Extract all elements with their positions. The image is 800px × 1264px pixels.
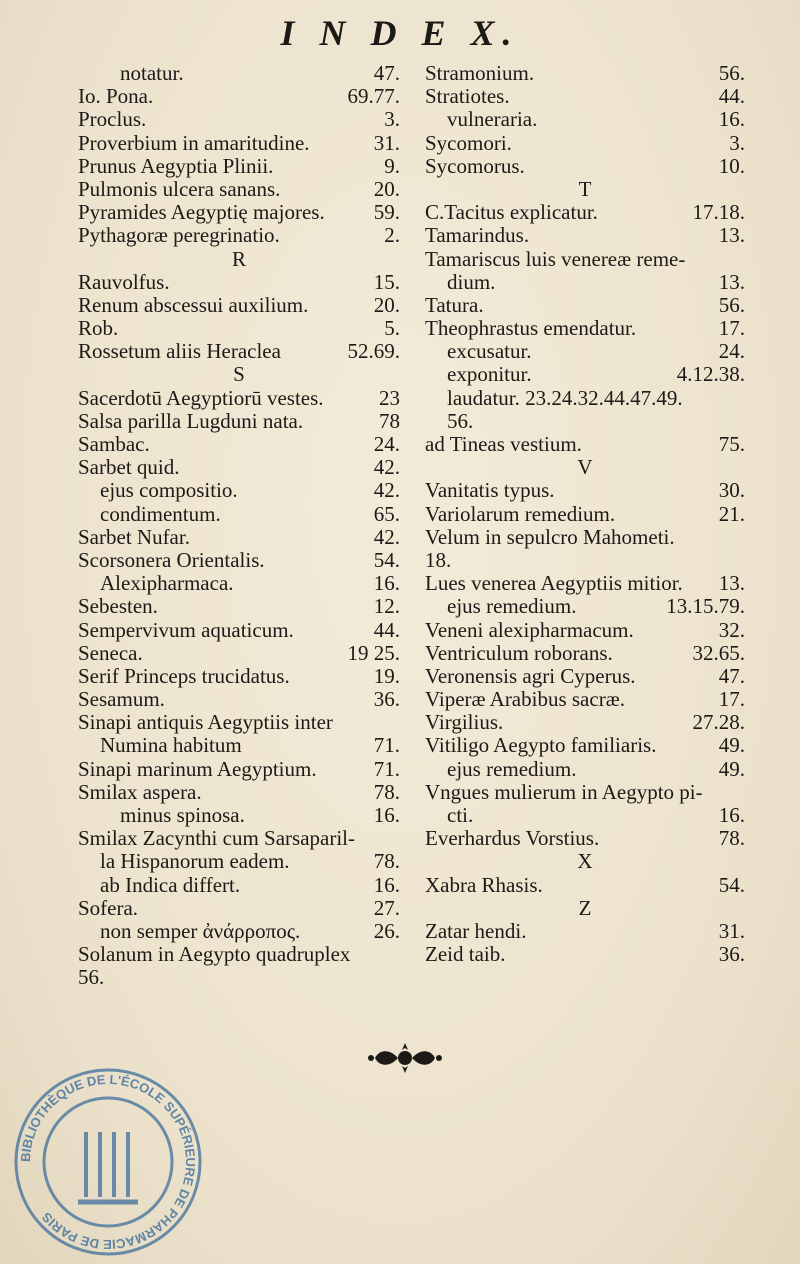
entry-term: Viperæ Arabibus sacræ. bbox=[425, 687, 625, 712]
section-letter: R bbox=[231, 246, 246, 271]
index-entry bbox=[78, 642, 400, 665]
entry-term: non semper ἀνάρροπος. bbox=[100, 918, 301, 943]
entry-page-ref: 3. bbox=[384, 107, 400, 132]
entry-term: ejus compositio. bbox=[100, 478, 238, 503]
entry-page-ref: 44. bbox=[373, 617, 400, 642]
index-entry bbox=[78, 711, 400, 734]
index-entry bbox=[425, 920, 745, 943]
entry-term: laudatur. 23.24.32.44.47.49. bbox=[447, 385, 683, 410]
entry-page-ref: 21. bbox=[718, 501, 745, 526]
entry-term: Scorsonera Orientalis. bbox=[78, 547, 265, 572]
entry-term: Ventriculum roborans. bbox=[425, 640, 613, 665]
entry-page-ref: 42. bbox=[373, 455, 400, 480]
entry-term: ejus remedium. bbox=[447, 594, 577, 619]
entry-term: Smilax aspera. bbox=[78, 779, 202, 804]
entry-term: Sycomori. bbox=[425, 130, 512, 155]
entry-term: Io. Pona. bbox=[78, 84, 154, 109]
index-entry bbox=[425, 827, 745, 850]
index-entry bbox=[425, 688, 745, 711]
entry-page-ref: 52.69. bbox=[347, 339, 400, 364]
entry-page-ref: 27. bbox=[373, 895, 400, 920]
index-entry bbox=[78, 201, 400, 224]
index-entry bbox=[78, 804, 400, 827]
entry-term: ab Indica differt. bbox=[100, 872, 241, 897]
index-entry bbox=[78, 410, 400, 433]
entry-page-ref: 26. bbox=[373, 918, 400, 943]
entry-term: Sinapi marinum Aegyptium. bbox=[78, 756, 317, 781]
section-letter: T bbox=[578, 176, 592, 201]
entry-term: Proverbium in amaritudine. bbox=[78, 130, 310, 155]
entry-term: Variolarum remedium. bbox=[425, 501, 616, 526]
index-entry bbox=[78, 433, 400, 456]
entry-term: Sarbet Nufar. bbox=[78, 524, 190, 549]
stamp-ring-text: BIBLIOTHÈQUE DE L'ÉCOLE SUPÉRIEURE DE PHARMACIE DE PARIS bbox=[17, 1071, 199, 1253]
entry-term: Vngues mulierum in Aegypto pi- bbox=[425, 779, 703, 804]
index-entry bbox=[78, 294, 400, 317]
entry-term: Theophrastus emendatur. bbox=[425, 316, 637, 341]
entry-term: Smilax Zacynthi cum Sarsaparil- bbox=[78, 826, 356, 851]
entry-page-ref: 13. bbox=[718, 571, 745, 596]
index-entry bbox=[78, 108, 400, 131]
entry-term: Sambac. bbox=[78, 432, 150, 456]
index-entry bbox=[425, 526, 745, 549]
entry-page-ref: 17. bbox=[718, 687, 745, 712]
index-entry bbox=[78, 781, 400, 804]
entry-term: C.Tacitus explicatur. bbox=[425, 200, 598, 225]
index-entry bbox=[78, 387, 400, 410]
index-entry bbox=[78, 178, 400, 201]
entry-term: dium. bbox=[447, 269, 496, 294]
index-entry bbox=[425, 781, 745, 804]
index-entry bbox=[425, 224, 745, 247]
index-entry bbox=[78, 224, 400, 247]
entry-page-ref: 78. bbox=[373, 849, 400, 874]
section-letter: V bbox=[577, 455, 593, 480]
index-entry bbox=[425, 874, 745, 897]
entry-page-ref: 30. bbox=[718, 478, 745, 503]
index-column-left bbox=[78, 62, 400, 990]
index-entry bbox=[425, 711, 745, 734]
section-letter: S bbox=[233, 362, 245, 387]
entry-page-ref: 47. bbox=[718, 663, 745, 688]
entry-term: Virgilius. bbox=[425, 710, 504, 735]
entry-term: Renum abscessui auxilium. bbox=[78, 292, 309, 317]
index-entry bbox=[425, 363, 745, 386]
entry-page-ref: 47. bbox=[373, 61, 400, 85]
entry-page-ref: 13. bbox=[718, 223, 745, 248]
entry-term: Tatura. bbox=[425, 292, 484, 317]
index-entry bbox=[78, 85, 400, 108]
index-entry bbox=[78, 874, 400, 897]
entry-term: Numina habitum bbox=[100, 733, 242, 758]
index-entry bbox=[425, 642, 745, 665]
entry-page-ref: 49. bbox=[718, 756, 745, 781]
entry-page-ref: 17. bbox=[718, 316, 745, 341]
entry-term: Pythagoræ peregrinatio. bbox=[78, 223, 280, 248]
index-entry bbox=[425, 619, 745, 642]
entry-term: Sesamum. bbox=[78, 687, 165, 712]
entry-page-ref: 27.28. bbox=[692, 710, 745, 735]
index-entry bbox=[425, 271, 745, 294]
entry-page-ref: 78. bbox=[718, 826, 745, 851]
entry-term: notatur. bbox=[120, 61, 184, 85]
entry-page-ref: 16. bbox=[718, 107, 745, 132]
entry-term: exponitur. bbox=[447, 362, 532, 387]
index-entry bbox=[78, 271, 400, 294]
index-entry bbox=[425, 155, 745, 178]
entry-page-ref: 24. bbox=[373, 432, 400, 456]
index-entry bbox=[78, 688, 400, 711]
index-entry bbox=[425, 410, 745, 433]
index-entry bbox=[425, 943, 745, 966]
index-entry bbox=[78, 595, 400, 618]
entry-page-ref: 32.65. bbox=[692, 640, 745, 665]
entry-term: Sarbet quid. bbox=[78, 455, 180, 480]
entry-page-ref: 49. bbox=[718, 733, 745, 758]
index-entry bbox=[78, 503, 400, 526]
index-entry bbox=[425, 734, 745, 757]
entry-term: Vitiligo Aegypto familiaris. bbox=[425, 733, 657, 758]
index-entry bbox=[425, 758, 745, 781]
index-entry bbox=[78, 62, 400, 85]
entry-term: Pulmonis ulcera sanans. bbox=[78, 176, 281, 201]
entry-term: Lues venerea Aegyptiis mitior. bbox=[425, 571, 683, 596]
printer-ornament-icon bbox=[365, 1038, 445, 1078]
entry-page-ref: 36. bbox=[373, 687, 400, 712]
index-entry bbox=[425, 433, 745, 456]
index-entry bbox=[425, 132, 745, 155]
index-entry bbox=[78, 526, 400, 549]
index-entry bbox=[78, 665, 400, 688]
entry-term: Everhardus Vorstius. bbox=[425, 826, 600, 851]
entry-page-ref: 71. bbox=[373, 733, 400, 758]
entry-term: Serif Princeps trucidatus. bbox=[78, 663, 290, 688]
index-entry bbox=[78, 340, 400, 363]
index-entry bbox=[425, 248, 745, 271]
index-entry bbox=[425, 479, 745, 502]
entry-page-ref: 56. bbox=[718, 292, 745, 317]
index-entry bbox=[78, 850, 400, 873]
entry-term: Tamarindus. bbox=[425, 223, 530, 248]
entry-page-ref: 56. bbox=[718, 61, 745, 85]
index-entry bbox=[425, 665, 745, 688]
entry-term: Sycomorus. bbox=[425, 153, 525, 178]
index-entry bbox=[425, 108, 745, 131]
entry-term: Sacerdotū Aegyptiorū vestes. bbox=[78, 385, 324, 410]
index-entry bbox=[78, 456, 400, 479]
entry-page-ref: 78 bbox=[379, 408, 400, 433]
entry-term: Zatar hendi. bbox=[425, 918, 527, 943]
index-entry bbox=[425, 294, 745, 317]
entry-term: excusatur. bbox=[447, 339, 532, 364]
entry-page-ref: 24. bbox=[718, 339, 745, 364]
index-entry bbox=[425, 62, 745, 85]
index-entry bbox=[425, 387, 745, 410]
entry-term: Salsa parilla Lugduni nata. bbox=[78, 408, 304, 433]
entry-page-ref: 78. bbox=[373, 779, 400, 804]
entry-page-ref: 3. bbox=[729, 130, 745, 155]
entry-page-ref: 71. bbox=[373, 756, 400, 781]
entry-page-ref: 54. bbox=[373, 547, 400, 572]
entry-term: vulneraria. bbox=[447, 107, 538, 132]
entry-page-ref: 20. bbox=[373, 176, 400, 201]
entry-page-ref: 31. bbox=[718, 918, 745, 943]
entry-page-ref: 23 bbox=[379, 385, 400, 410]
entry-page-ref: 10. bbox=[718, 153, 745, 178]
page-title: I N D E X. bbox=[280, 13, 520, 53]
entry-page-ref: 12. bbox=[373, 594, 400, 619]
index-entry bbox=[78, 549, 400, 572]
index-entry bbox=[425, 503, 745, 526]
entry-page-ref: 75. bbox=[718, 432, 745, 456]
section-letter: X bbox=[577, 849, 593, 874]
index-entry bbox=[425, 549, 745, 572]
entry-term: Stratiotes. bbox=[425, 84, 510, 109]
entry-page-ref: 17.18. bbox=[692, 200, 745, 225]
entry-term: Velum in sepulcro Mahometi. bbox=[425, 524, 675, 549]
index-entry bbox=[78, 897, 400, 920]
entry-term: Seneca. bbox=[78, 640, 143, 665]
entry-term: Alexipharmaca. bbox=[100, 571, 234, 596]
index-entry bbox=[78, 317, 400, 340]
entry-page-ref: 19 25. bbox=[347, 640, 400, 665]
entry-term: Pyramides Aegyptię majores. bbox=[78, 200, 325, 225]
entry-page-ref: 2. bbox=[384, 223, 400, 248]
entry-page-ref: 9. bbox=[384, 153, 400, 178]
entry-term: 18. bbox=[425, 547, 452, 572]
index-entry bbox=[78, 827, 400, 850]
entry-page-ref: 69.77. bbox=[347, 84, 400, 109]
entry-term: 56. bbox=[78, 965, 105, 990]
entry-term: Tamariscus luis venereæ reme- bbox=[425, 246, 686, 271]
section-letter: Z bbox=[578, 895, 592, 920]
index-entry bbox=[78, 572, 400, 595]
entry-term: minus spinosa. bbox=[120, 803, 245, 827]
entry-term: Rossetum aliis Heraclea bbox=[78, 339, 281, 364]
entry-page-ref: 32. bbox=[718, 617, 745, 642]
entry-page-ref: 65. bbox=[373, 501, 400, 526]
index-entry bbox=[78, 920, 400, 943]
entry-term: Sinapi antiquis Aegyptiis inter bbox=[78, 710, 333, 735]
entry-page-ref: 13.15.79. bbox=[666, 594, 745, 619]
entry-term: Solanum in Aegypto quadruplex bbox=[78, 942, 351, 967]
index-entry bbox=[425, 595, 745, 618]
entry-page-ref: 42. bbox=[373, 478, 400, 503]
index-entry bbox=[78, 758, 400, 781]
entry-term: condimentum. bbox=[100, 501, 221, 526]
entry-page-ref: 19. bbox=[373, 663, 400, 688]
entry-page-ref: 44. bbox=[718, 84, 745, 109]
entry-term: Rauvolfus. bbox=[78, 269, 170, 294]
entry-page-ref: 54. bbox=[718, 872, 745, 897]
entry-term: Sempervivum aquaticum. bbox=[78, 617, 294, 642]
index-entry bbox=[425, 201, 745, 224]
entry-term: Veronensis agri Cyperus. bbox=[425, 663, 636, 688]
entry-term: Prunus Aegyptia Plinii. bbox=[78, 153, 274, 178]
library-stamp-icon bbox=[8, 1062, 208, 1262]
entry-page-ref: 4.12.38. bbox=[676, 362, 745, 387]
entry-term: Sebesten. bbox=[78, 594, 158, 619]
entry-page-ref: 31. bbox=[373, 130, 400, 155]
entry-page-ref: 20. bbox=[373, 292, 400, 317]
entry-page-ref: 42. bbox=[373, 524, 400, 549]
index-entry bbox=[78, 479, 400, 502]
entry-page-ref: 15. bbox=[373, 269, 400, 294]
index-entry bbox=[78, 619, 400, 642]
index-entry bbox=[425, 572, 745, 595]
index-entry bbox=[78, 966, 400, 989]
entry-term: Rob. bbox=[78, 316, 119, 341]
entry-page-ref: 13. bbox=[718, 269, 745, 294]
index-entry bbox=[425, 85, 745, 108]
entry-page-ref: 36. bbox=[718, 942, 745, 967]
entry-page-ref: 16. bbox=[373, 872, 400, 897]
entry-term: Proclus. bbox=[78, 107, 147, 132]
entry-page-ref: 16. bbox=[373, 571, 400, 596]
entry-term: ejus remedium. bbox=[447, 756, 577, 781]
entry-page-ref: 16. bbox=[718, 803, 745, 827]
entry-term: Vanitatis typus. bbox=[425, 478, 555, 503]
entry-term: 56. bbox=[447, 408, 474, 433]
index-column-right bbox=[425, 62, 745, 966]
entry-term: cti. bbox=[447, 803, 474, 827]
entry-page-ref: 16. bbox=[373, 803, 400, 827]
entry-term: ad Tineas vestium. bbox=[425, 432, 582, 456]
entry-page-ref: 59. bbox=[373, 200, 400, 225]
entry-term: Xabra Rhasis. bbox=[425, 872, 543, 897]
index-entry bbox=[78, 155, 400, 178]
index-entry bbox=[425, 804, 745, 827]
index-entry bbox=[78, 132, 400, 155]
entry-page-ref: 5. bbox=[384, 316, 400, 341]
entry-term: Sofera. bbox=[78, 895, 139, 920]
index-entry bbox=[78, 734, 400, 757]
entry-term: la Hispanorum eadem. bbox=[100, 849, 290, 874]
index-entry bbox=[78, 943, 400, 966]
entry-term: Zeid taib. bbox=[425, 942, 506, 967]
entry-term: Stramonium. bbox=[425, 61, 535, 85]
index-entry bbox=[425, 317, 745, 340]
index-entry bbox=[425, 340, 745, 363]
entry-term: Veneni alexipharmacum. bbox=[425, 617, 634, 642]
